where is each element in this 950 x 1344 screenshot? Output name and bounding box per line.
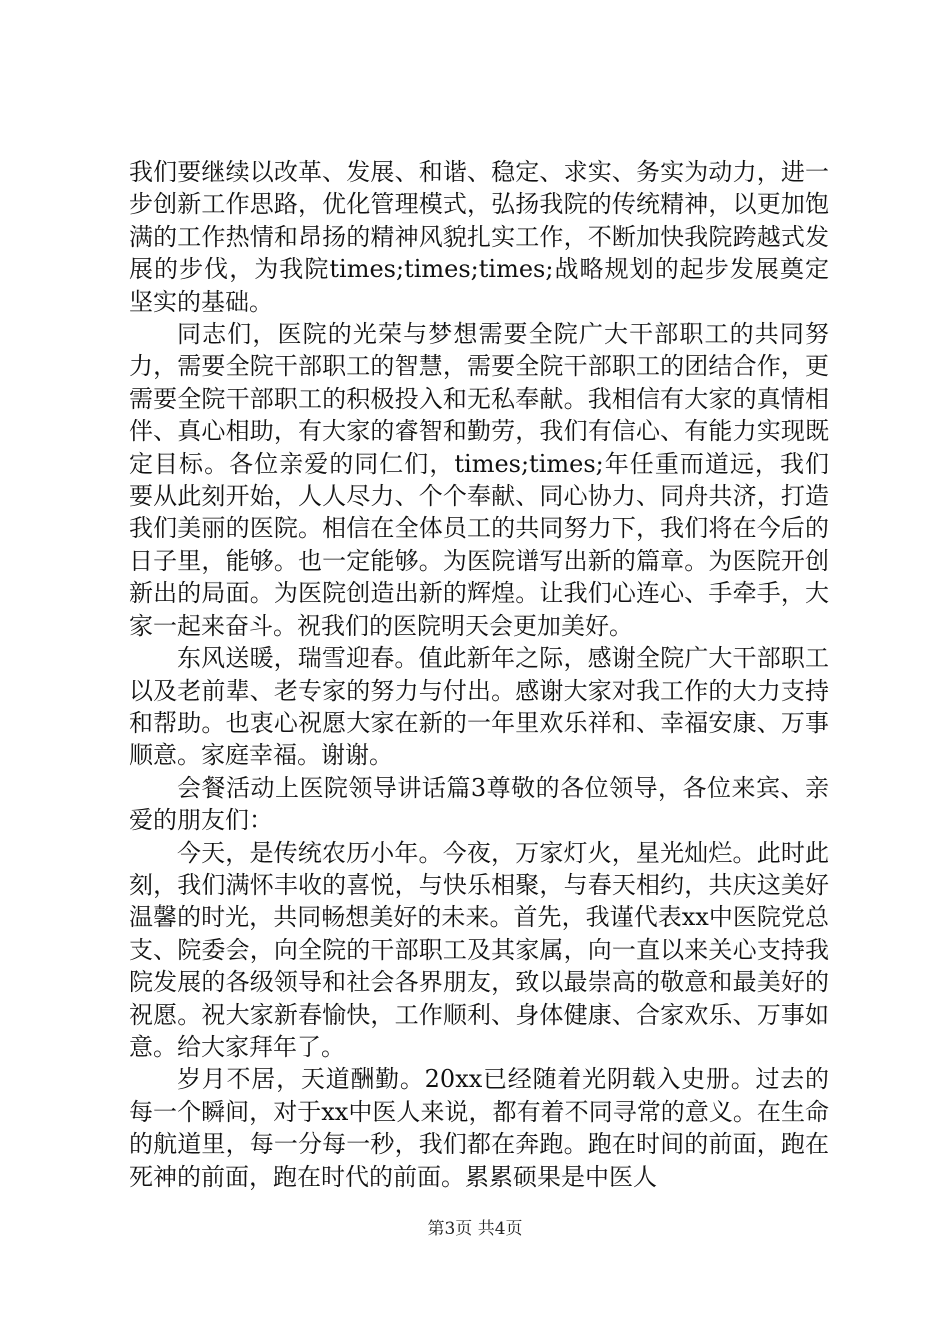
paragraph-4: 会餐活动上医院领导讲话篇3尊敬的各位领导，各位来宾、亲爱的朋友们：: [129, 773, 829, 835]
paragraph-5: 今天，是传统农历小年。今夜，万家灯火，星光灿烂。此时此刻，我们满怀丰收的喜悦，与快乐相聚，与春天相约，共庆这美好温馨的时光，共同畅想美好的未来。首先，我谨代表xx中医院党总支、院委会，向全院的干部职工及其家属，向一直以来关心支持我院发展的各级领导和社会各界朋友，致以最崇高的敬意和最美好的祝愿。祝大家新春愉快，工作顺利、身体健康、合家欢乐、万事如意。给大家拜年了。: [129, 838, 829, 1061]
page-footer: 第3页 共4页: [427, 1219, 523, 1239]
paragraph-1: 我们要继续以改革、发展、和谐、稳定、求实、务实为动力，进一步创新工作思路，优化管理模式，弘扬我院的传统精神，以更加饱满的工作热情和昂扬的精神风貌扎实工作，不断加快我院跨越式发展的步伐，为我院times;times;times;战略规划的起步发展奠定坚实的基础。: [129, 158, 829, 316]
body-text: [129, 156, 829, 1193]
paragraph-6: 岁月不居，天道酬勤。20xx已经随着光阴载入史册。过去的每一个瞬间，对于xx中医人来说，都有着不同寻常的意义。在生命的航道里，每一分每一秒，我们都在奔跑。跑在时间的前面，跑在死神的前面，跑在时代的前面。累累硕果是中医人: [129, 1065, 829, 1191]
paragraph-3: 东风送暖，瑞雪迎春。值此新年之际，感谢全院广大干部职工以及老前辈、老专家的努力与付出。感谢大家对我工作的大力支持和帮助。也衷心祝愿大家在新的一年里欢乐祥和、幸福安康、万事顺意。家庭幸福。谢谢。: [129, 644, 829, 770]
paragraph-2: 同志们，医院的光荣与梦想需要全院广大干部职工的共同努力，需要全院干部职工的智慧，需要全院干部职工的团结合作，更需要全院干部职工的积极投入和无私奉献。我相信有大家的真情相伴、真心相助，有大家的睿智和勤劳，我们有信心、有能力实现既定目标。各位亲爱的同仁们，times;times;年任重而道远，我们要从此刻开始，人人尽力、个个奉献、同心协力、同舟共济，打造我们美丽的医院。相信在全体员工的共同努力下，我们将在今后的日子里，能够。也一定能够。为医院谱写出新的篇章。为医院开创新出的局面。为医院创造出新的辉煌。让我们心连心、手牵手，大家一起来奋斗。祝我们的医院明天会更加美好。: [129, 320, 829, 640]
